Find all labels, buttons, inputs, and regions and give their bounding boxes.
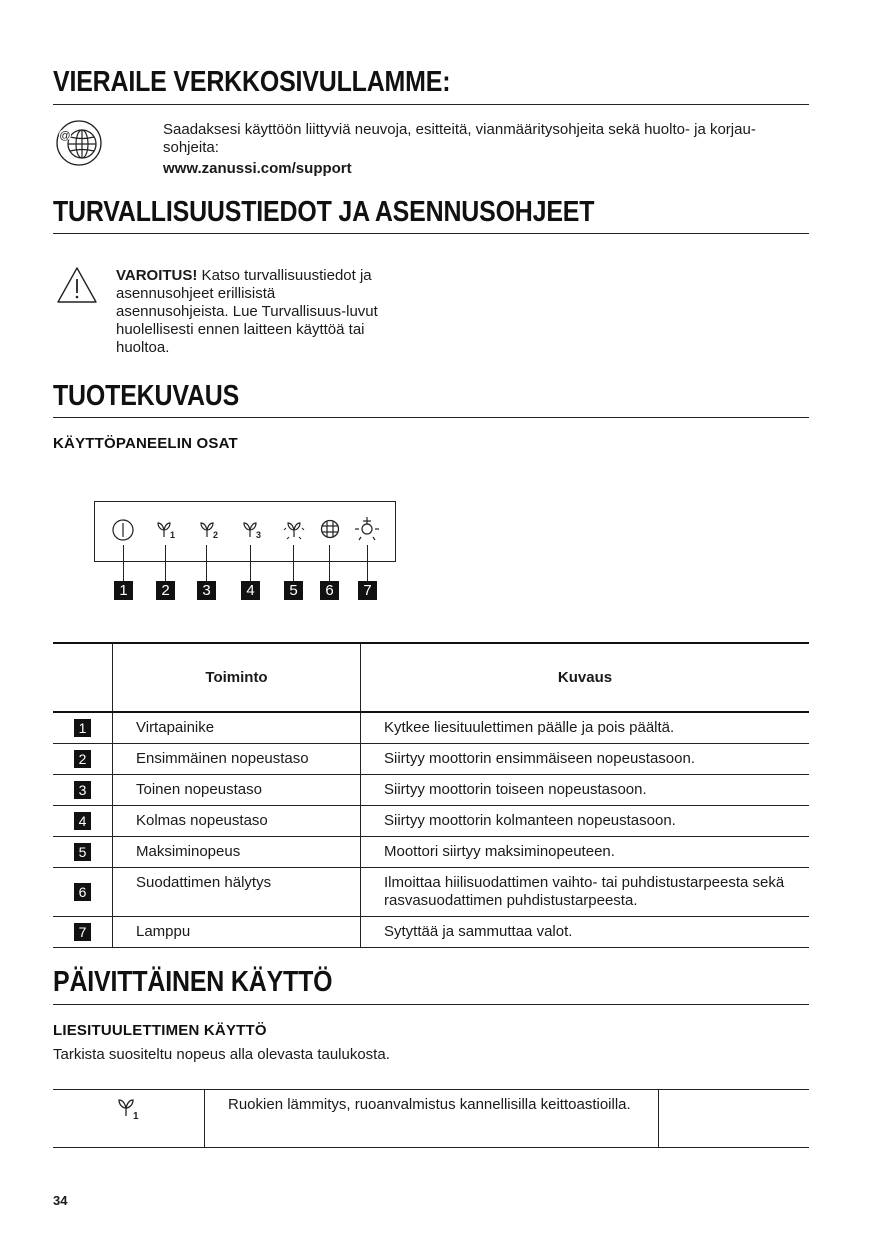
row-description: Siirtyy moottorin kolmanteen nopeustasoon.	[361, 806, 810, 837]
svg-text:1: 1	[132, 1111, 139, 1122]
divider	[53, 104, 809, 105]
row-description: Siirtyy moottorin ensimmäiseen nopeustasoon.	[361, 744, 810, 775]
divider	[53, 417, 809, 418]
speed-description: Ruokien lämmitys, ruoanvalmistus kannellisilla keittoastioilla.	[205, 1090, 659, 1148]
filter-grid-icon[interactable]	[319, 518, 341, 547]
visit-title: VIERAILE VERKKOSIVULLAMME:	[53, 66, 451, 98]
row-number: 6	[74, 883, 91, 901]
leader-line	[367, 545, 368, 581]
fan-speed-1-icon	[116, 1096, 142, 1127]
row-description: Siirtyy moottorin toiseen nopeustasoon.	[361, 775, 810, 806]
table-row	[53, 837, 809, 868]
function-table	[53, 642, 809, 948]
speed-table	[53, 1089, 809, 1148]
row-number: 7	[74, 923, 91, 941]
fan-speed-2-icon[interactable]	[198, 518, 220, 547]
leader-line	[165, 545, 166, 581]
leader-line	[206, 545, 207, 581]
panel-number: 2	[156, 581, 175, 600]
daily-title: PÄIVITTÄINEN KÄYTTÖ	[53, 966, 333, 998]
support-url[interactable]: www.zanussi.com/support	[163, 160, 352, 177]
leader-line	[123, 545, 124, 581]
leader-line	[293, 545, 294, 581]
panel-subtitle: KÄYTTÖPANEELIN OSAT	[53, 435, 238, 452]
row-function: Lamppu	[113, 917, 361, 948]
row-function: Suodattimen hälytys	[113, 868, 361, 917]
row-function: Ensimmäinen nopeustaso	[113, 744, 361, 775]
table-row	[53, 917, 809, 948]
row-function: Kolmas nopeustaso	[113, 806, 361, 837]
warning-text: VAROITUS! Katso turvallisuustiedot ja asennusohjeet erillisistä asennusohjeista. Lue Turvallisuus-luvut huolellisesti ennen laitteen käyttöä tai huoltoa.	[116, 267, 378, 356]
panel-number: 7	[358, 581, 377, 600]
row-function: Toinen nopeustaso	[113, 775, 361, 806]
table-row	[53, 868, 809, 917]
fan-speed-1-icon[interactable]	[155, 518, 177, 547]
table-row	[53, 744, 809, 775]
fan-max-icon[interactable]	[283, 518, 307, 547]
product-title: TUOTEKUVAUS	[53, 380, 240, 412]
svg-text:3: 3	[256, 530, 262, 540]
fan-speed-3-icon[interactable]	[241, 518, 263, 547]
visit-text: Saadaksesi käyttöön liittyviä neuvoja, esitteitä, vianmääritysohjeita sekä huolto- ja korjau- sohjeita:	[163, 121, 756, 156]
safety-title: TURVALLISUUSTIEDOT JA ASENNUSOHJEET	[53, 196, 595, 228]
panel-number: 6	[320, 581, 339, 600]
row-description: Moottori siirtyy maksiminopeuteen.	[361, 837, 810, 868]
leader-line	[250, 545, 251, 581]
lamp-icon[interactable]	[354, 515, 380, 548]
row-number: 4	[74, 812, 91, 830]
warning-label: VAROITUS!	[116, 267, 198, 284]
table-row	[53, 775, 809, 806]
warning-triangle-icon	[56, 266, 98, 304]
panel-number: 1	[114, 581, 133, 600]
panel-number: 5	[284, 581, 303, 600]
row-description: Sytyttää ja sammuttaa valot.	[361, 917, 810, 948]
column-header-function: Toiminto	[113, 643, 361, 712]
row-function: Maksiminopeus	[113, 837, 361, 868]
page-number: 34	[53, 1193, 68, 1208]
column-header-description: Kuvaus	[361, 643, 810, 712]
panel-number: 3	[197, 581, 216, 600]
table-row	[53, 806, 809, 837]
leader-line	[329, 545, 330, 581]
hood-use-subtitle: LIESITUULETTIMEN KÄYTTÖ	[53, 1022, 267, 1039]
divider	[53, 1004, 809, 1005]
globe-at-icon	[55, 119, 103, 167]
table-header-row	[53, 643, 809, 712]
row-number: 5	[74, 843, 91, 861]
panel-number: 4	[241, 581, 260, 600]
power-icon[interactable]	[112, 518, 134, 547]
row-description: Ilmoittaa hiilisuodattimen vaihto- tai puhdistustarpeesta sekä rasvasuodattimen puhdistustarpeesta.	[361, 868, 810, 917]
row-number: 2	[74, 750, 91, 768]
table-row	[53, 1090, 809, 1148]
row-function: Virtapainike	[113, 712, 361, 744]
svg-text:1: 1	[170, 530, 176, 540]
row-number: 3	[74, 781, 91, 799]
row-number: 1	[74, 719, 91, 737]
daily-text: Tarkista suositeltu nopeus alla olevasta taulukosta.	[53, 1046, 390, 1063]
svg-text:@: @	[59, 130, 71, 142]
table-row	[53, 712, 809, 744]
divider	[53, 233, 809, 234]
svg-text:2: 2	[213, 530, 219, 540]
row-description: Kytkee liesituulettimen päälle ja pois päältä.	[361, 712, 810, 744]
